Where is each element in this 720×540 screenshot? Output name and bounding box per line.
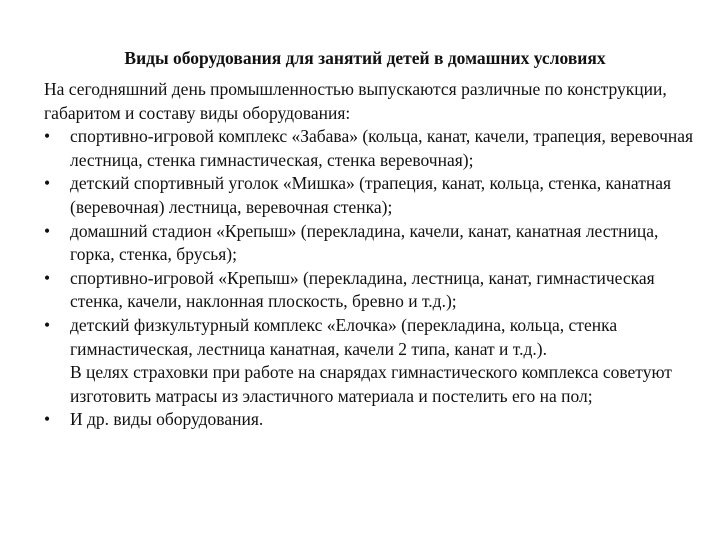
list-item-text: И др. виды оборудования. (70, 409, 264, 430)
list-item-text: спортивно-игровой «Крепыш» (перекладина, лестница, канат, гимнастическая стенка, качели, наклонная плоскость, бревно и т.д.); (70, 267, 655, 312)
list-item-text: спортивно-игровой комплекс «Забава» (кольца, канат, качели, трапеция, веревочная лестница, стенка гимнастическая, стенка веревочная); (70, 126, 694, 170)
list-item-text: детский спортивный уголок «Мишка» (трапеция, канат, кольца, стенка, канатная (веревочная) лестница, веревочная стенка); (70, 173, 672, 217)
safety-note: В целях страховки при работе на снарядах гимнастического комплекса советуют изготовить матрасы из эластичного материала и постелить его на пол; (70, 362, 672, 406)
list-item (44, 125, 704, 172)
slide-title: Виды оборудования для занятий детей в домашних условиях (124, 48, 606, 68)
list-item (44, 220, 704, 267)
bullet-icon: • (44, 267, 51, 288)
list-item (44, 172, 704, 219)
list-item-text: домашний стадион «Крепыш» (перекладина, качели, канат, канатная лестница, горка, стенка, брусья); (70, 220, 659, 265)
bullet-icon: • (44, 220, 51, 241)
list-item-text: детский физкультурный комплекс «Елочка» (перекладина, кольца, стенка гимнастическая, лестница канатная, качели 2 типа, канат и т.д.). (70, 314, 618, 359)
bullet-icon: • (44, 409, 51, 430)
bullet-icon: • (44, 173, 51, 194)
intro-paragraph: На сегодняшний день промышленностью выпускаются различные по конструкции, габаритом и составу виды оборудования: (44, 79, 667, 123)
bullet-icon: • (44, 314, 51, 335)
slide-body (44, 78, 704, 432)
list-item (44, 408, 704, 432)
list-item (44, 314, 704, 408)
list-item (44, 267, 704, 314)
bullet-icon: • (44, 126, 51, 147)
equipment-list (44, 125, 704, 432)
